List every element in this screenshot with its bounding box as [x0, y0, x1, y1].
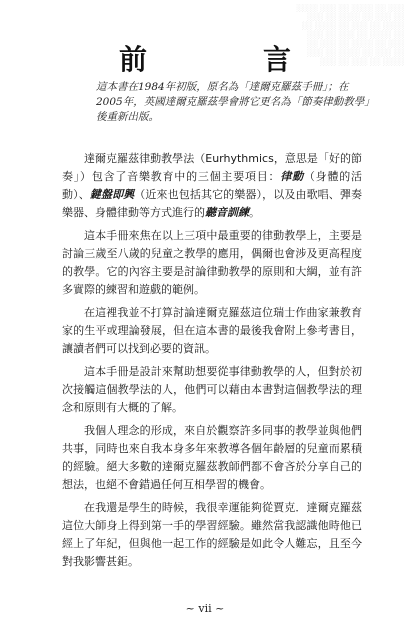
p1-text-c: （身體的活動）、	[62, 170, 363, 201]
bleed-through-text: ░░░ ░░ ░░░░ ░░ ░░░ ░░░░ ░░ ░░░ ░░ ░░░░ ░░ ░░░ ░░░░ ░░ ░░░ ░░ ░░░░ ░░ ░░ ░░░░ ░░ ░░░ ░░ ░░░ ░░░ ░░ ░░░░ ░░ ░░░ ░░ ░░ ░░░ ░░ ░░░░ ░░ ░░░ ░░░░ ░░ ░░░ ░░ ░░░	[295, 4, 404, 66]
page-number: ~ vii ~	[185, 602, 225, 615]
paragraph-6: 在我還是學生的時候，我很幸運能夠從賈克．達爾克羅茲這位大師身上得到第一手的學習經驗。雖然當我認識他時他已經上了年紀，但與他一起工作的經驗是如此令人難忘，且至今對我影響甚鉅。	[62, 501, 362, 568]
p1-text-e: （近來也包括其它的樂器），以及由歌唱、彈奏樂器、身體律動等方式進行的	[62, 188, 363, 219]
body-text	[62, 150, 362, 576]
paragraph-4: 這本手冊是設計來幫助想要從事律動教學的人，但對於初次接觸這個教學法的人，他們可以藉由本書對這個教學法的理念和原則有大概的了解。	[62, 365, 362, 414]
edition-note-line-2: 2005年，英國達爾克羅茲學會將它更名為「節奏律動教學」	[96, 96, 375, 108]
paragraph-3: 在這裡我並不打算討論達爾克羅茲這位瑞士作曲家兼教育家的生平或理論發展，但在這本書的最後我會附上參考書目，讓讀者們可以找到必要的資訊。	[62, 306, 362, 355]
paragraph-1	[62, 150, 362, 222]
edition-note-line-3: 後重新出版。	[96, 111, 159, 123]
term-ear-training: 聽音訓練	[205, 206, 249, 219]
p1-text-g: 。	[249, 206, 260, 219]
term-keyboard-improvisation: 鍵盤即興	[89, 188, 135, 201]
p1-text-a: 達爾克羅茲律動教學法（Eurhythmics，意思是「好的節奏」）包含了音樂教育中的三個主要項目：	[62, 152, 362, 183]
paragraph-2: 這本手冊來焦在以上三項中最重要的律動教學上，主要是討論三歲至八歲的兒童之教學的應用，偶爾也會涉及更高程度的教學。它的內容主要是討論律動教學的原則和大綱，並有許多實際的練習和遊戲的範例。	[62, 229, 362, 296]
term-movement: 律動	[280, 170, 304, 183]
paragraph-5: 我個人理念的形成，來自於觀察許多同事的教學並與他們共事，同時也來自我本身多年來教導各個年齡層的兒童而累積的經驗。絕大多數的達爾克羅茲教師們都不會吝於分享自己的想法，也絕不會錯過任何互相學習的機會。	[62, 424, 362, 491]
page-title: 前 言	[118, 43, 335, 76]
edition-note	[96, 80, 375, 125]
edition-note-line-1: 這本書在1984年初版，原名為「達爾克羅茲手冊」；在	[96, 81, 349, 93]
